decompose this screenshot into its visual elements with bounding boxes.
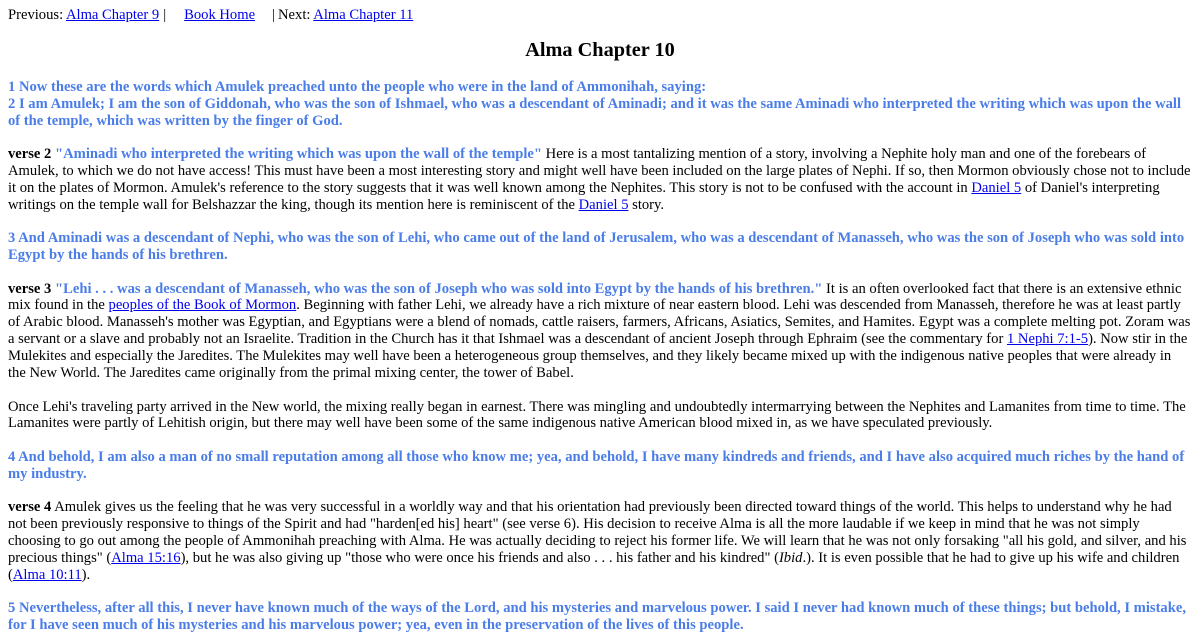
ibid-citation: Ibid: [778, 549, 803, 566]
previous-chapter-link[interactable]: Alma Chapter 9: [65, 7, 160, 23]
commentary-verse-3-continued: Once Lehi's traveling party arrived in the New world, the mixing really began in earnest. There was mingling and undoubtedly intermarrying between the Nephites and Lamanites from time to time. The Lamanites were partly of Lehitish origin, but there may well have been some of the same indigenous native American blood mixed in, as we have speculated previously.: [8, 398, 1186, 432]
commentary-verse-label: verse 3: [8, 280, 52, 297]
commentary-text: Here is a most tantalizing mention of a story, involving a Nephite holy man and one of the forebears of Amulek, to which we do not have access! This must have been a most interesting story and might well have been included on the large plates of Nephi. If so, then Mormon obviously chose not to include it on the plates of Mormon. Amulek's reference to the story suggests that it was well known among the Nephites. This story is not to be confused with the account in: [8, 146, 1191, 196]
next-chapter-link[interactable]: Alma Chapter 11: [313, 7, 414, 23]
scripture-verse-4: 4 And behold, I am also a man of no small reputation among all those who know me; yea, and behold, I have many kindreds and friends, and I have also acquired much riches by the hand of my industry.: [8, 448, 1185, 482]
commentary-verse-3: [8, 281, 1192, 382]
alma-15-16-link[interactable]: Alma 15:16: [111, 549, 181, 566]
commentary-text: ). Now stir in the Mulekites and especially the Jaredites. The Mulekites may well have been a heterogeneous group themselves, and they likely became mixed up with the indigenous native peoples that were already in the New World. The Jaredites came originally from the primal mixing center, the tower of Babel.: [8, 331, 1188, 382]
commentary-text: . Beginning with father Lehi, we already have a rich mixture of near eastern blood. Lehi was descended from Manasseh, therefore he was at least partly of Arabic blood. Manasseh's mother was Egyptian, and Egyptians were a blend of nomads, cattle raisers, farmers, Africans, Asiatics, Semites, and Hamites. Egypt was a complete melting pot. Zoram was a servant or a slave and probably not an Israelite. Tradition in the Church has it that Ishmael was a descendant of ancient Joseph through Ephraim (see the commentary for: [8, 297, 1191, 348]
commentary-text: It is an often overlooked fact that there is an extensive ethnic mix found in the: [8, 280, 1182, 314]
nav-separator: |: [272, 7, 275, 23]
commentary-verse-2: [8, 146, 1192, 214]
commentary-verse-4: [8, 499, 1192, 584]
scripture-verses-1-2: [8, 79, 1192, 130]
scripture-verse-5-block: [8, 600, 1192, 634]
scripture-verse-4-block: [8, 449, 1192, 483]
daniel-5-link[interactable]: Daniel 5: [578, 196, 629, 213]
previous-label: Previous:: [8, 7, 64, 23]
commentary-quote: "Aminadi who interpreted the writing which was upon the wall of the temple": [55, 146, 543, 163]
commentary-text: ).: [81, 566, 91, 583]
1-nephi-7-1-5-link[interactable]: 1 Nephi 7:1-5: [1006, 331, 1089, 348]
scripture-verse-5: 5 Nevertheless, after all this, I never have known much of the ways of the Lord, and his mysteries and marvelous power. I said I never had known much of these things; but behold, I mistake, for I have seen much of his mysteries and his marvelous power; yea, even in the preservation of the lives of this people.: [8, 600, 1186, 634]
daniel-5-link[interactable]: Daniel 5: [971, 179, 1022, 196]
commentary-quote: "Lehi . . . was a descendant of Manasseh, who was the son of Joseph who was sold into Egypt by the hands of his brethren.": [55, 280, 823, 297]
book-home-link[interactable]: Book Home: [184, 7, 256, 23]
nav-separator: |: [163, 7, 167, 23]
next-label: Next:: [278, 7, 311, 23]
scripture-verse-3-block: [8, 230, 1192, 264]
page-title: Alma Chapter 10: [525, 38, 675, 61]
scripture-verse-2: 2 I am Amulek; I am the son of Giddonah, who was the son of Ishmael, who was a descendant of Aminadi; and it was the same Aminadi who interpreted the writing which was upon the wall of the temple, which was written by the finger of God.: [8, 95, 1182, 129]
commentary-text: ), but he was also giving up "those who were once his friends and also . . . his father and his kindred" (: [180, 549, 779, 566]
commentary-text: story.: [628, 196, 665, 213]
commentary-text: Amulek gives us the feeling that he was very successful in a worldly way and that his orientation had previously been directed toward things of the world. This helps to understand why he had not been previously responsive to things of the Spirit and had "harden[ed his] heart" (see verse 6). His decision to receive Alma is all the more laudable if we keep in mind that he was not simply choosing to go out among the people of Ammonihah preaching with Alma. He was actually deciding to reject his former life. We will learn that he was not only forsaking "all his gold, and silver, and his precious things" (: [8, 499, 1187, 566]
commentary-verse-label: verse 4: [8, 499, 52, 516]
alma-10-11-link[interactable]: Alma 10:11: [12, 566, 82, 583]
scripture-verse-1: 1 Now these are the words which Amulek preached unto the people who were in the land of Ammonihah, saying:: [8, 78, 707, 95]
commentary-verse-label: verse 2: [8, 146, 52, 163]
commentary-text: of Daniel's interpreting writings on the temple wall for Belshazzar the king, though its mention here is reminiscent of the: [8, 179, 1160, 213]
chapter-navigation: [8, 7, 1192, 24]
peoples-of-the-book-of-mormon-link[interactable]: peoples of the Book of Mormon: [108, 297, 297, 314]
scripture-verse-3: 3 And Aminadi was a descendant of Nephi, who was the son of Lehi, who came out of the land of Jerusalem, who was a descendant of Manasseh, who was the son of Joseph who was sold into Egypt by the hands of his brethren.: [8, 230, 1185, 264]
commentary-text: .). It is even possible that he had to give up his wife and children (: [8, 549, 1180, 583]
